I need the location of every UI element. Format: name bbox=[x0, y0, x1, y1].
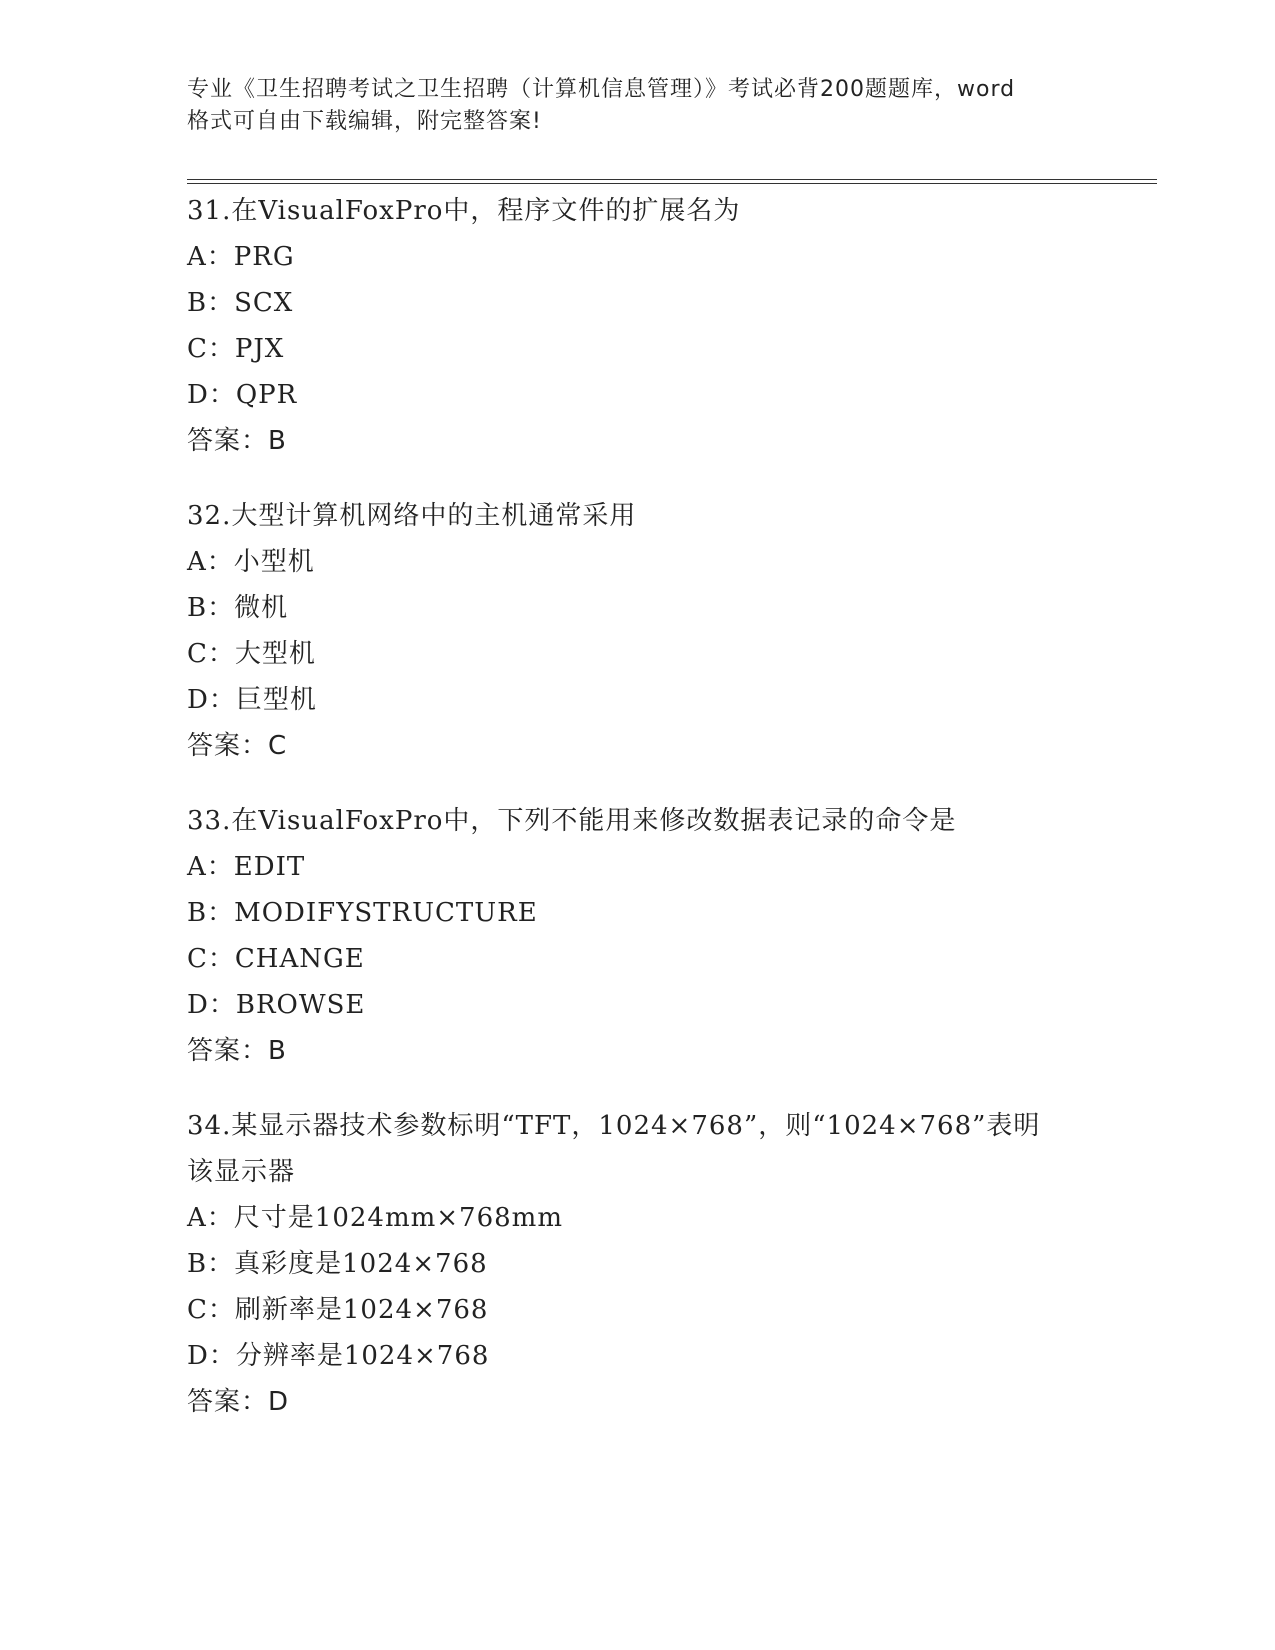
option-b: B：SCX bbox=[187, 288, 294, 318]
option-d: D：QPR bbox=[187, 380, 298, 410]
question-stem: 33.在VisualFoxPro中，下列不能用来修改数据表记录的命令是 bbox=[187, 806, 957, 836]
option-c: C：刷新率是1024×768 bbox=[187, 1295, 489, 1325]
option-a: A：小型机 bbox=[187, 547, 315, 577]
question-33 bbox=[187, 798, 1157, 1074]
document-header bbox=[187, 74, 1087, 138]
answer-label: 答案：B bbox=[187, 426, 287, 456]
option-d: D：分辨率是1024×768 bbox=[187, 1341, 490, 1371]
answer-label: 答案：B bbox=[187, 1036, 287, 1066]
option-d: D：BROWSE bbox=[187, 990, 366, 1020]
option-c: C：大型机 bbox=[187, 639, 316, 669]
answer-label: 答案：C bbox=[187, 731, 288, 761]
option-a: A：EDIT bbox=[187, 852, 306, 882]
option-d: D：巨型机 bbox=[187, 685, 317, 715]
question-list bbox=[187, 188, 1157, 1454]
question-32 bbox=[187, 493, 1157, 769]
option-c: C：CHANGE bbox=[187, 944, 365, 974]
option-b: B：MODIFYSTRUCTURE bbox=[187, 898, 538, 928]
option-c: C：PJX bbox=[187, 334, 285, 364]
header-line-1: 专业《卫生招聘考试之卫生招聘（计算机信息管理）》考试必背200题题库，word bbox=[187, 77, 1016, 102]
answer-label: 答案：D bbox=[187, 1387, 290, 1417]
option-b: B：真彩度是1024×768 bbox=[187, 1249, 488, 1279]
option-a: A：PRG bbox=[187, 242, 295, 272]
question-stem: 32.大型计算机网络中的主机通常采用 bbox=[187, 501, 637, 531]
header-divider bbox=[187, 179, 1157, 184]
question-stem: 31.在VisualFoxPro中，程序文件的扩展名为 bbox=[187, 196, 741, 226]
question-31 bbox=[187, 188, 1157, 464]
question-34 bbox=[187, 1103, 1157, 1425]
question-stem: 34.某显示器技术参数标明“TFT，1024×768”，则“1024×768”表明该显示器 bbox=[187, 1111, 1041, 1187]
option-b: B：微机 bbox=[187, 593, 289, 623]
header-line-2: 格式可自由下载编辑，附完整答案! bbox=[187, 109, 542, 134]
option-a: A：尺寸是1024mm×768mm bbox=[187, 1203, 563, 1233]
